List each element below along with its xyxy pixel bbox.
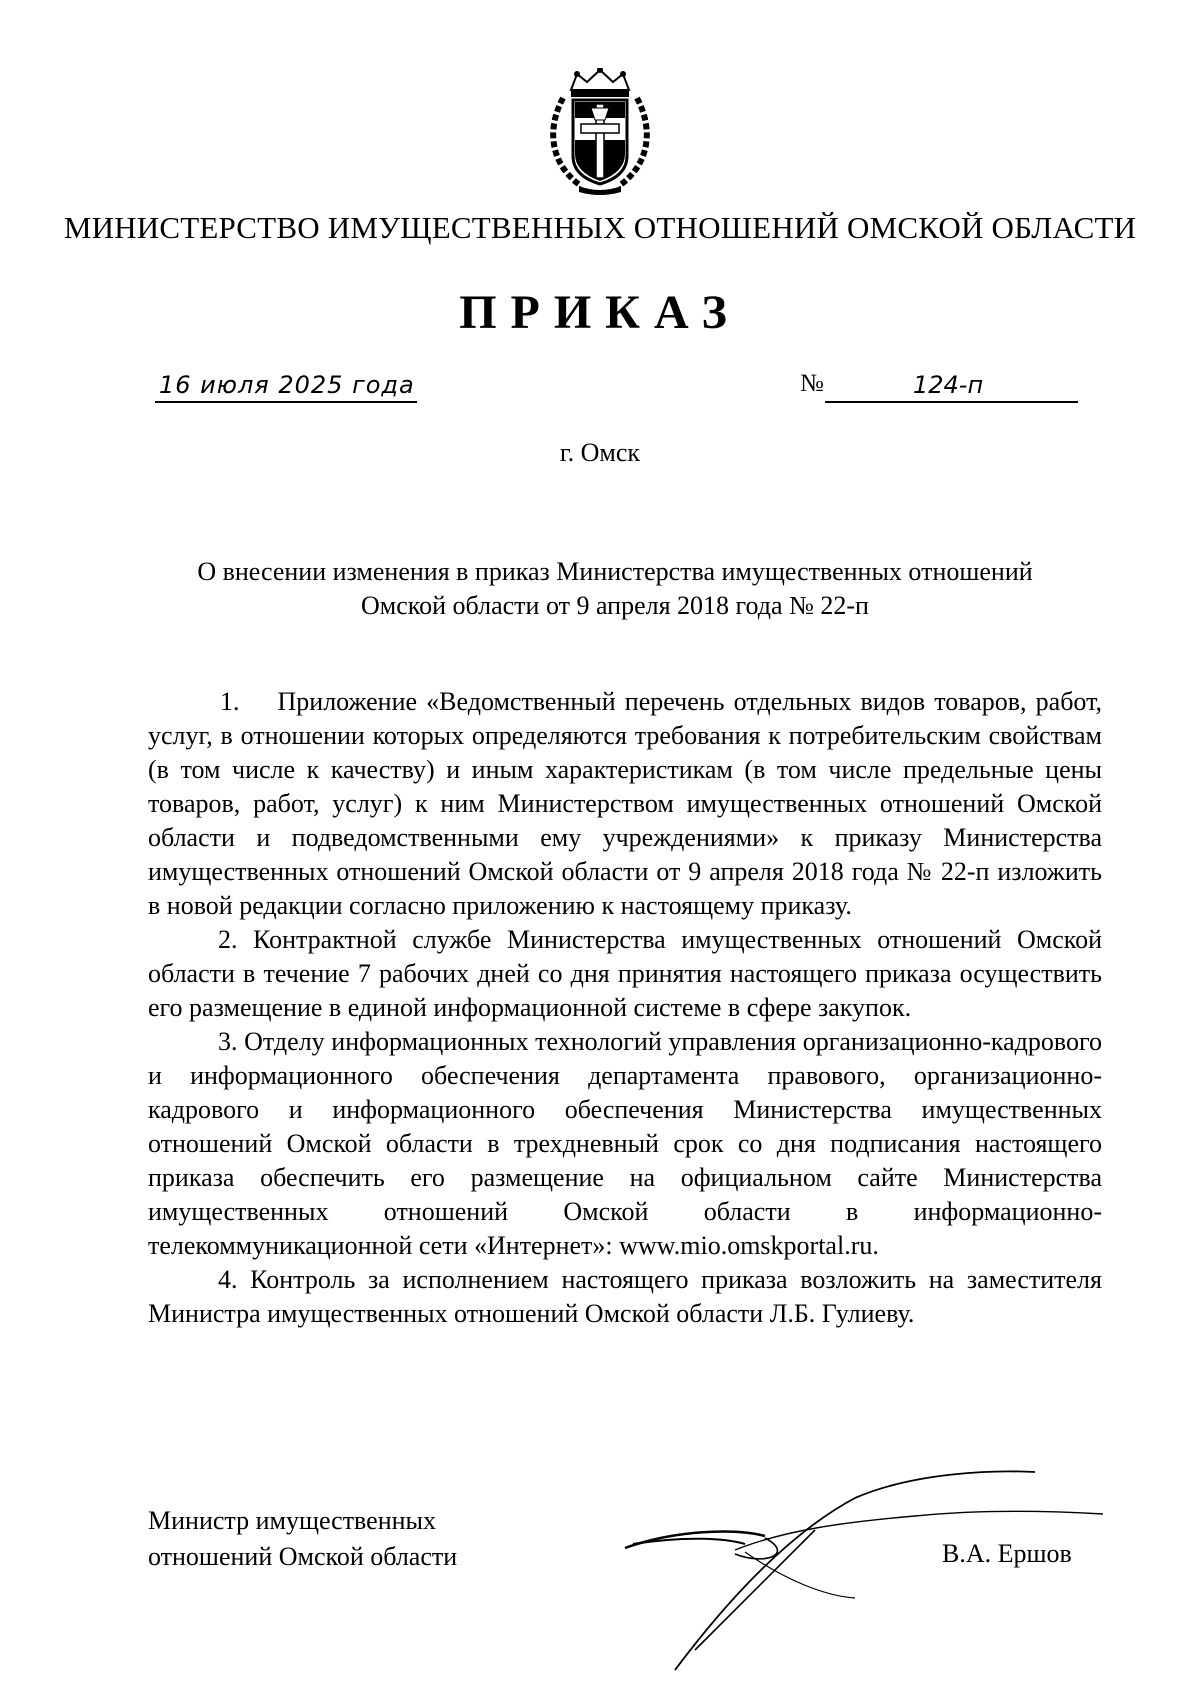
- handwritten-signature-icon: [615, 1470, 1105, 1680]
- city: г. Омск: [559, 438, 641, 467]
- paragraph-4: 4. Контроль за исполнением настоящего приказа возложить на заместителя Министра имущественных отношений Омской области Л.Б. Гулиеву.: [148, 1265, 1102, 1328]
- number-label: №: [800, 370, 824, 397]
- subject-line-2: Омской области от 9 апреля 2018 года № 22-п: [361, 591, 869, 620]
- order-date: 16 июля 2025 года: [159, 371, 415, 399]
- paragraph-2: 2. Контрактной службе Министерства имущественных отношений Омской области в течение 7 рабочих дней со дня принятия настоящего приказа осуществить его размещение в единой информационной системе в сфере закупок.: [148, 925, 1102, 1022]
- paragraph-3: 3. Отделу информационных технологий управления организационно-кадрового и информационного обеспечения департамента правового, организационно-кадрового и информационного обеспечения Министерства имущественных отношений Омской области в трехдневный срок со дня подписания настоящего приказа обеспечить его размещение на официальном сайте Министерства имущественных отношений Омской области в информационно-телекоммуникационной сети «Интернет»: www.mio.omskportal.ru.: [148, 1027, 1102, 1260]
- ministry-name: МИНИСТЕРСТВО ИМУЩЕСТВЕННЫХ ОТНОШЕНИЙ ОМСКОЙ ОБЛАСТИ: [63, 210, 1137, 245]
- number-field: [825, 363, 1078, 403]
- order-number: 124-п: [913, 371, 984, 399]
- subject-line-1: О внесении изменения в приказ Министерства имущественных отношений: [197, 557, 1033, 586]
- paragraph-1-text: Приложение «Ведомственный перечень отдельных видов товаров, работ, услуг, в отношении которых определяются требования к потребительским свойствам (в том числе к качеству) и иным характеристикам (в том числе предельные цены товаров, работ, услуг) к ним Министерством имущественных отношений Омской области и подведомственными ему учреждениями» к приказу Министерства имущественных отношений Омской области от 9 апреля 2018 года № 22-п изложить в новой редакции согласно приложению к настоящему приказу.: [148, 687, 1102, 920]
- order-title: ПРИКАЗ: [459, 286, 741, 339]
- date-field: [155, 363, 417, 403]
- order-subject: [150, 555, 1080, 623]
- omsk-coat-of-arms-icon: [541, 68, 659, 196]
- signatory-title-line-2: отношений Омской области: [148, 1542, 458, 1571]
- signatory-name: В.А. Ершов: [942, 1539, 1072, 1568]
- order-body: [148, 685, 1102, 1331]
- signatory-title-line-1: Министр имущественных: [148, 1506, 437, 1535]
- paragraph-1-number: 1.: [220, 687, 240, 716]
- signatory-title: [148, 1503, 457, 1575]
- paragraph-1: [148, 685, 1102, 923]
